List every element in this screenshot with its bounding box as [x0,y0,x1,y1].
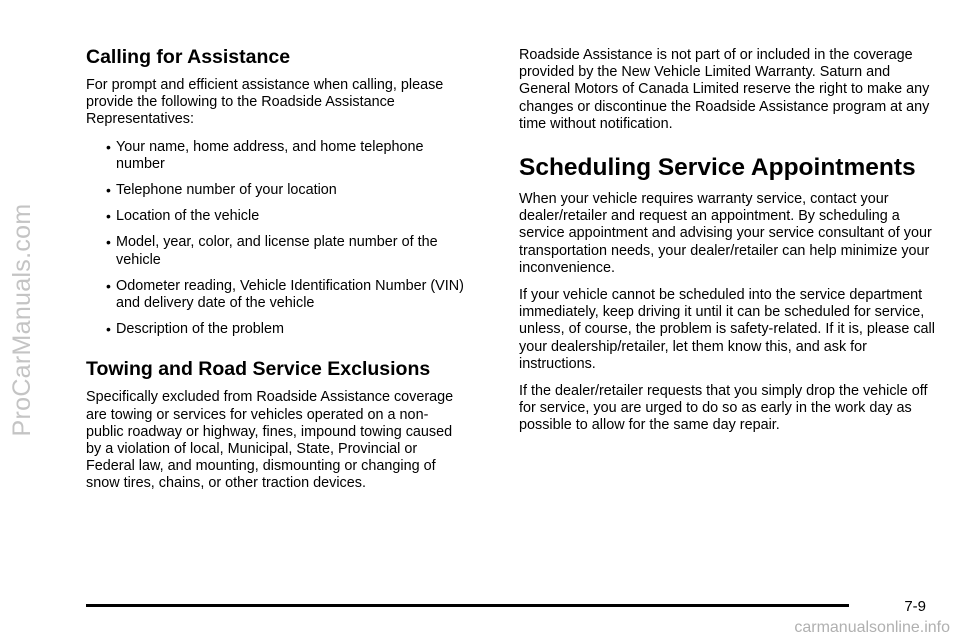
list-item [86,278,464,312]
side-watermark: ProCarManuals.com [8,203,36,437]
roadside-disclaimer: Roadside Assistance is not part of or included in the coverage provided by the New Vehicle Limited Warranty. Saturn and General Motors of Canada Limited reserve the right to make any changes or discontinue the Roadside Assistance program at any time without notification. [519,47,930,132]
footer-rule [86,604,849,607]
list-item [86,139,464,173]
list-item-text: Location of the vehicle [116,208,260,225]
list-item [86,208,464,225]
bullet-icon: • [106,182,111,199]
list-item [86,182,464,199]
list-item-text: Telephone number of your location [116,182,337,199]
scheduling-paragraph-1: When your vehicle requires warranty service, contact your dealer/retailer and request an appointment. By scheduling a service appointment and advising your service consultant of your transportation needs, your dealer/retailer can help minimize your inconvenience. [519,191,932,276]
list-item-text: Odometer reading, Vehicle Identification Number (VIN) and delivery date of the vehicle [116,277,464,312]
list-item [86,321,464,338]
right-column [519,47,939,445]
heading-calling-for-assistance: Calling for Assistance [86,46,291,68]
heading-scheduling-service: Scheduling Service Appointments [519,154,916,182]
bullet-icon: • [106,234,111,251]
calling-intro: For prompt and efficient assistance when calling, please provide the following to the Roadside Assistance Representatives: [86,77,444,128]
list-item-text: Your name, home address, and home telephone number [116,138,424,172]
list-item-text: Description of the problem [116,321,284,338]
bullet-icon: • [106,208,111,225]
list-item-text: Model, year, color, and license plate number of the vehicle [116,234,438,268]
scheduling-paragraph-2: If your vehicle cannot be scheduled into the service department immediately, keep driving it until it can be scheduled for service, unless, of course, the problem is safety-related. If it is, please call your dealership/retailer, let them know this, and ask for instructions. [519,287,935,372]
left-column [86,46,464,503]
scheduling-paragraph-3: If the dealer/retailer requests that you simply drop the vehicle off for service, you are urged to do so as early in the work day as possible to allow for the same day repair. [519,383,928,434]
assistance-info-list [86,139,464,339]
bullet-icon: • [106,321,111,338]
footer-watermark: carmanualsonline.info [794,619,950,636]
towing-exclusions-body: Specifically excluded from Roadside Assistance coverage are towing or services for vehicles operated on a non-public roadway or highway, fines, impound towing caused by a violation of local, Municipal, State, Provincial or Federal law, and mounting, dismounting or changing of snow tires, chains, or other traction devices. [86,389,454,492]
list-item [86,234,464,268]
page-number: 7-9 [904,598,926,615]
bullet-icon: • [106,138,111,155]
heading-towing-exclusions: Towing and Road Service Exclusions [86,358,431,381]
bullet-icon: • [106,277,111,294]
